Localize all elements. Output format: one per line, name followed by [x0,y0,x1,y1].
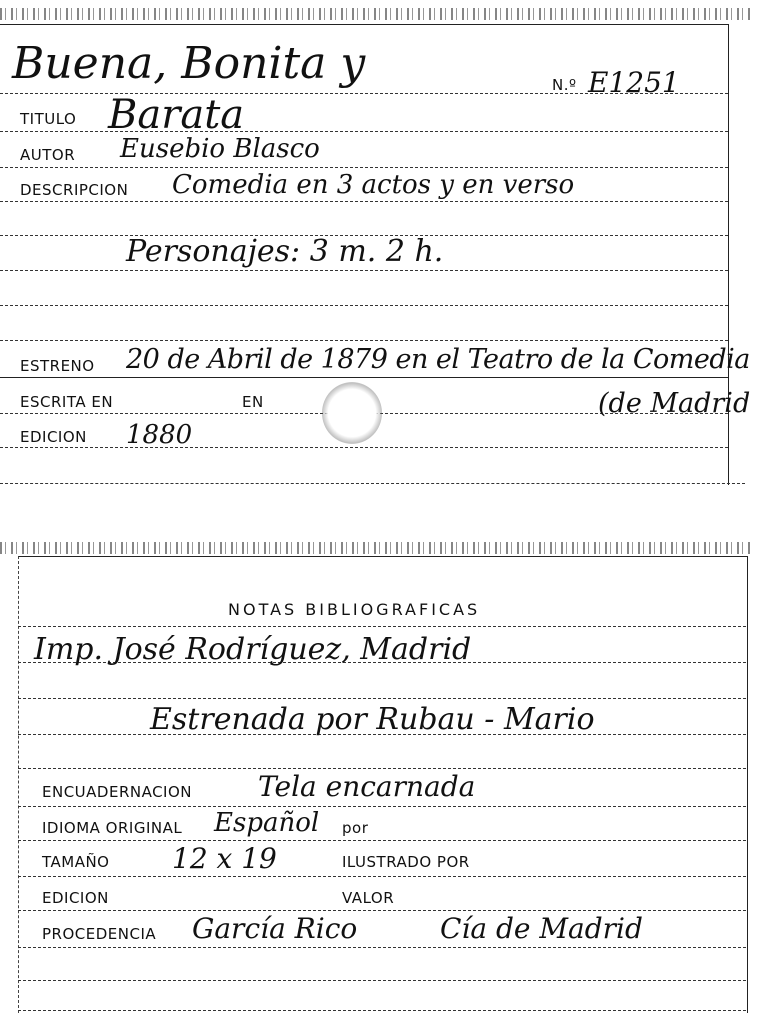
catalog-card-bottom [0,540,750,1028]
ruled-line [18,806,746,807]
estreno-value: 20 de Abril de 1879 en el Teatro de la Comedia [126,344,750,375]
autor-value: Eusebio Blasco [120,134,320,164]
personajes-value: Personajes: 3 m. 2 h. [126,234,444,269]
tamano-value: 12 x 19 [172,842,277,875]
ruled-line [0,377,728,378]
note-estrenada: Estrenada por Rubau - Mario [150,702,595,737]
ilustrado-por-label: ILUSTRADO POR [342,853,470,871]
procedencia-value: García Rico [192,912,358,945]
ruled-line [0,270,728,271]
escrita-en-label: ESCRITA EN [20,393,114,411]
number-label: N.º [552,76,577,94]
ruled-line [0,201,728,202]
en-label: EN [242,393,264,411]
ruled-line [18,698,746,699]
ruled-line [18,947,746,948]
number-value: E1251 [588,66,680,99]
estreno-label: ESTRENO [20,357,95,375]
ruled-line [18,876,746,877]
catalog-card-top [0,0,750,494]
por-label: por [342,819,369,837]
tamano-label: TAMAÑO [42,853,110,871]
ruled-line [0,305,728,306]
encuadernacion-value: Tela encarnada [258,770,476,803]
ruled-line [18,626,746,627]
idioma-original-value: Español [214,808,320,838]
edicion-label: EDICION [42,889,109,907]
idioma-original-label: IDIOMA ORIGINAL [42,819,183,837]
valor-label: VALOR [342,889,395,907]
card-edge-speckle [0,8,750,20]
ruled-line [0,447,728,448]
ruled-line [0,167,728,168]
ruled-line [18,910,746,911]
encuadernacion-label: ENCUADERNACION [42,783,193,801]
edicion-value: 1880 [126,420,193,450]
procedencia-label: PROCEDENCIA [42,925,157,943]
card-edge-speckle [0,542,750,554]
edicion-label: EDICION [20,428,87,446]
titulo-value: Barata [108,92,245,138]
notas-heading: NOTAS BIBLIOGRAFICAS [228,600,481,619]
titulo-label: TITULO [20,110,77,128]
descripcion-value: Comedia en 3 actos y en verso [172,170,575,200]
autor-label: AUTOR [20,146,76,164]
procedencia-value-2: Cía de Madrid [440,912,643,945]
ruled-line [18,768,746,769]
ruled-line [18,980,746,981]
ruled-line [18,840,746,841]
descripcion-label: DESCRIPCION [20,181,129,199]
estreno-value-continued: (de Madrid [598,388,751,419]
ruled-line [18,1010,746,1011]
ruled-line [0,483,745,484]
paper-stain [322,382,382,444]
title-handwritten-line1: Buena, Bonita y [12,38,366,89]
note-imprenta: Imp. José Rodríguez, Madrid [34,632,472,667]
ruled-line [0,340,728,341]
